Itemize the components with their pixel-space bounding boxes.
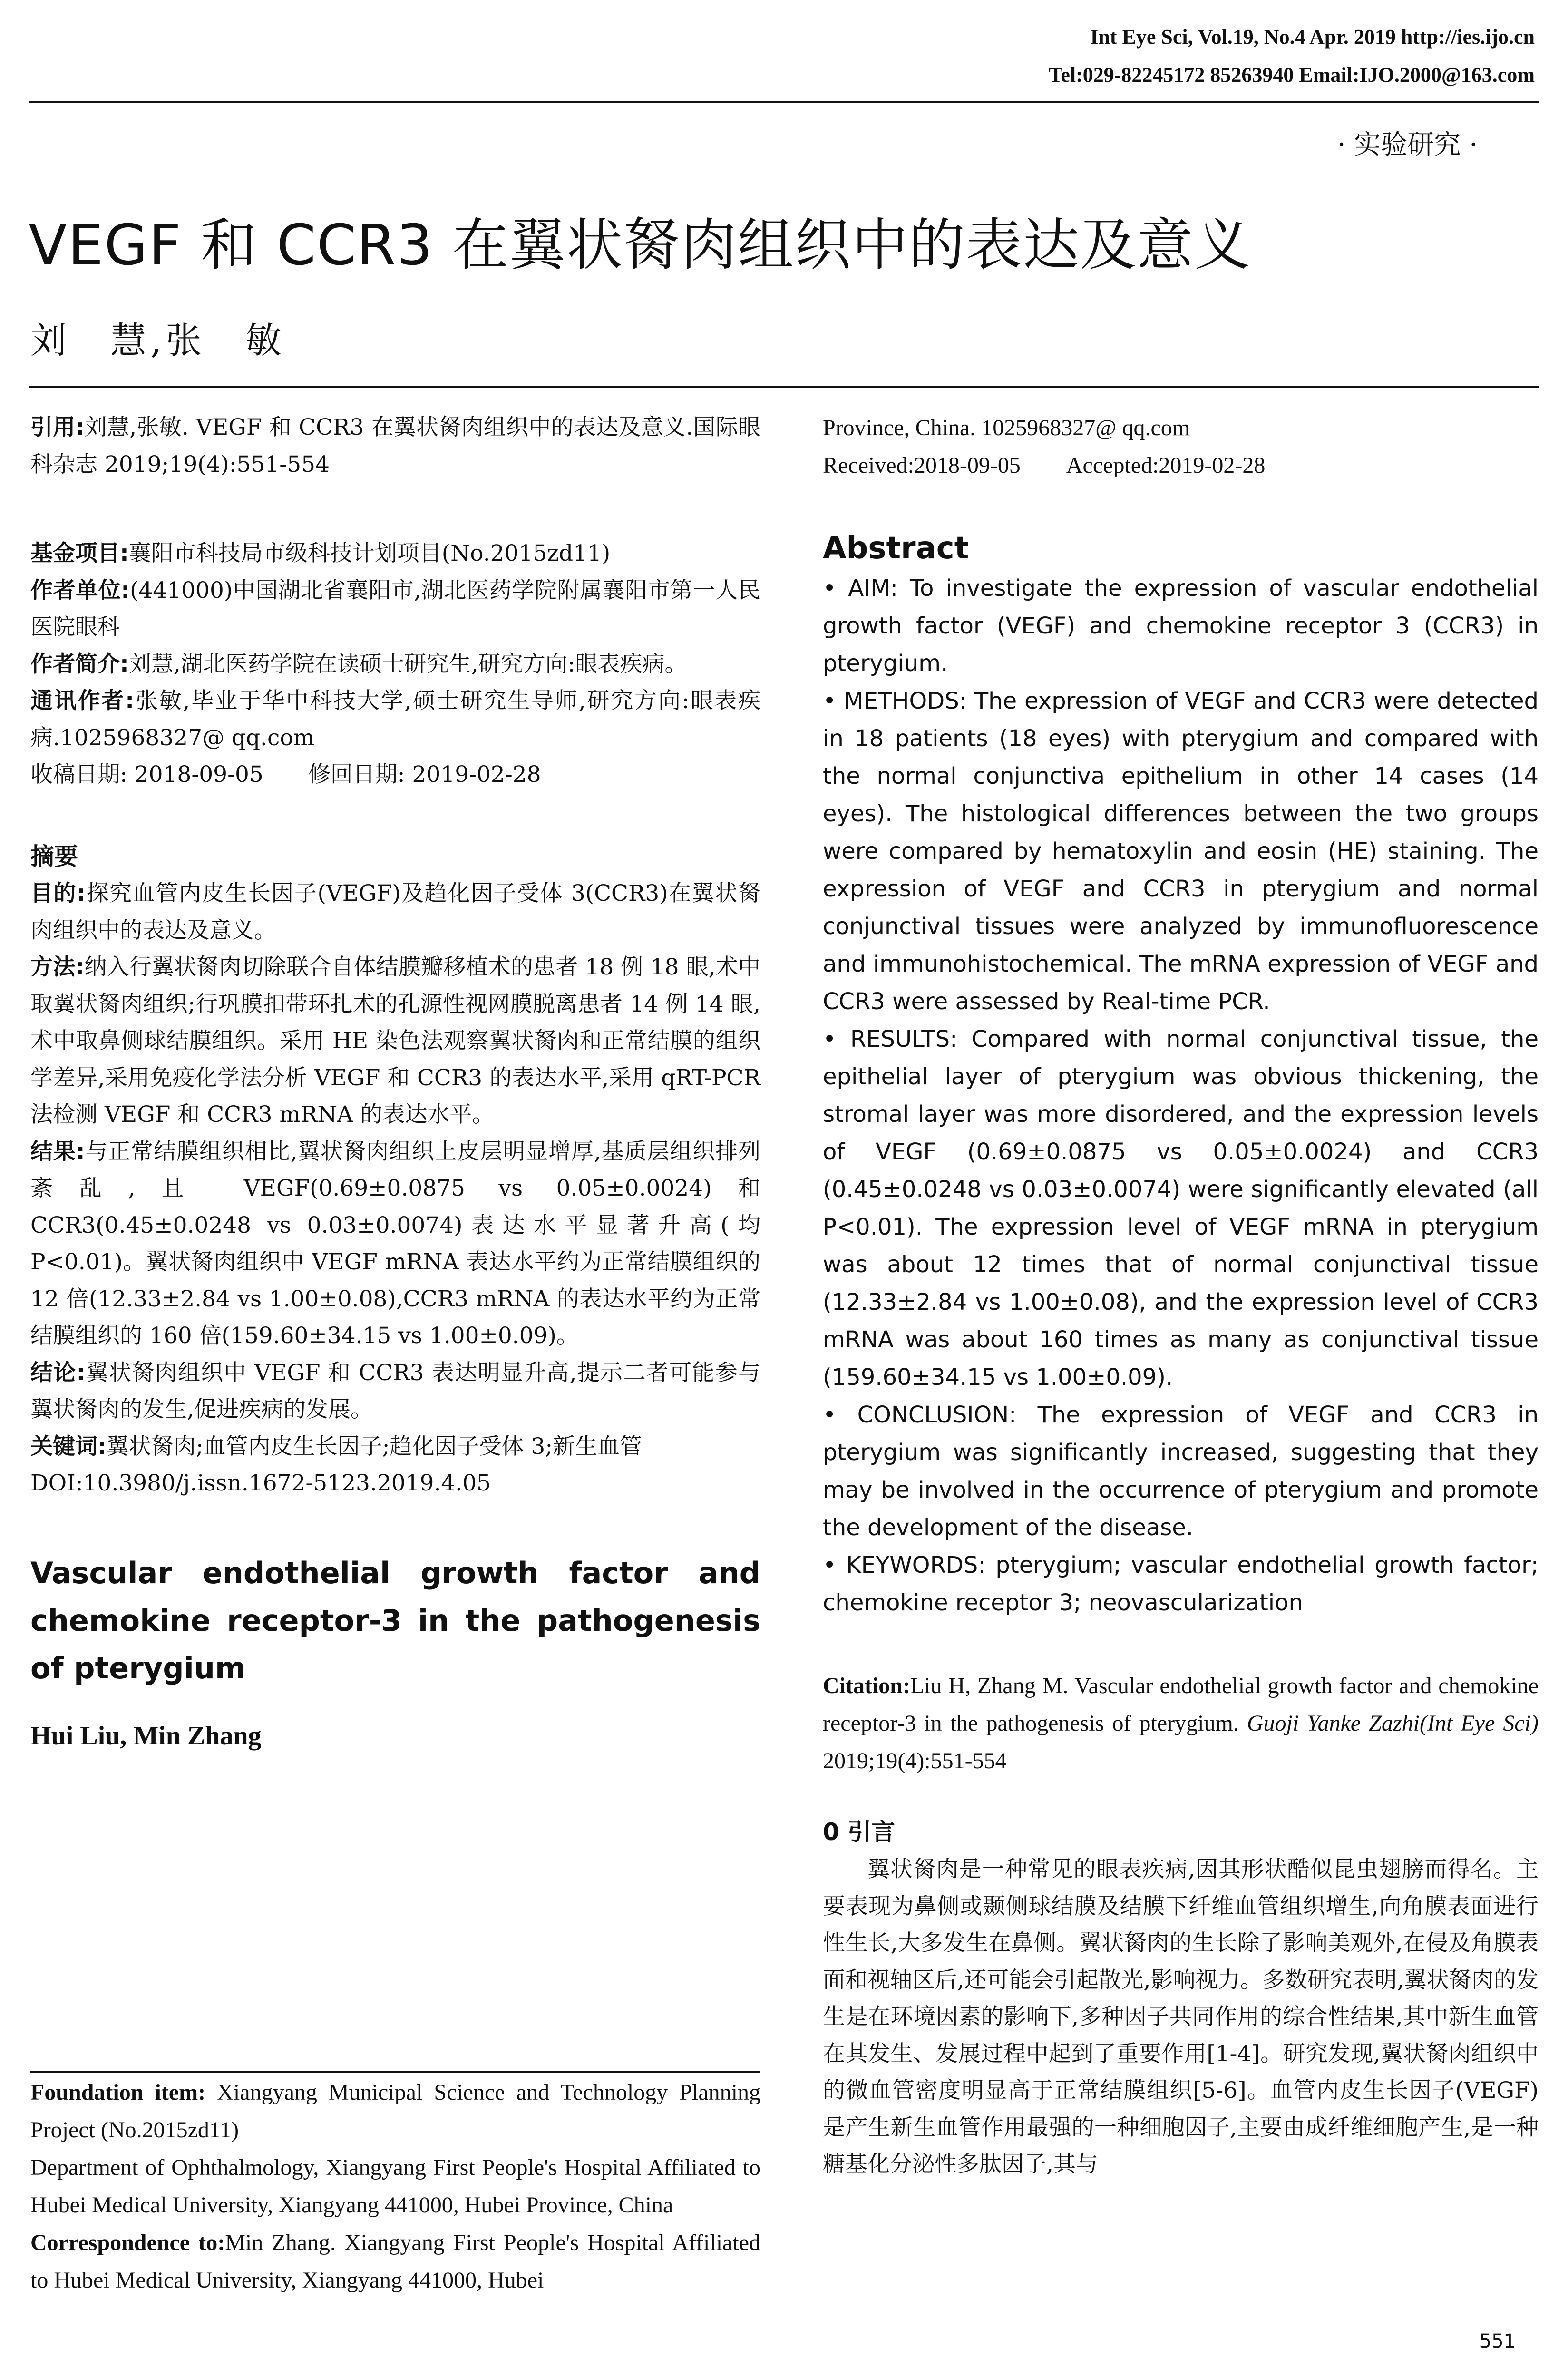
citation-en — [823, 1667, 1539, 1780]
english-authors-rule — [30, 2071, 760, 2073]
methods-cn-label: 方法: — [30, 954, 85, 980]
unit-item — [30, 572, 760, 646]
bio-item — [30, 646, 760, 683]
results-en — [823, 1021, 1539, 1396]
article-info-cn — [30, 535, 760, 793]
citation-en-journal: Guoji Yanke Zazhi(Int Eye Sci) — [1247, 1711, 1539, 1736]
introduction-heading: 0 引言 — [823, 1818, 896, 1846]
results-cn-label: 结果: — [30, 1138, 85, 1165]
corr-text: 张敏,毕业于华中科技大学,硕士研究生导师,研究方向:眼表疾病.1025968327@ qq.com — [30, 688, 760, 751]
keywords-en-text: pterygium; vascular endothelial growth factor; chemokine receptor 3; neovascularization — [823, 1552, 1539, 1616]
methods-en — [823, 682, 1539, 1021]
citation-cn — [30, 409, 760, 483]
received-dates: Received:2018-09-05 Accepted:2019-02-28 — [823, 453, 1266, 478]
foundation-text: Xiangyang Municipal Science and Technology Planning Project (No.2015zd11) — [30, 2080, 761, 2143]
conclusion-cn-text: 翼状胬肉组织中 VEGF 和 CCR3 表达明显升高,提示二者可能参与翼状胬肉的发生,促进疾病的发展。 — [30, 1359, 761, 1422]
keywords-en-label: • KEYWORDS: — [823, 1552, 986, 1578]
citation-en-text: Liu H, Zhang M. Vascular endothelial growth factor and chemokine receptor-3 in the pathogenesis of pterygium. — [823, 1673, 1539, 1736]
correspondence-cont-text: Province, China. 1025968327@ qq.com — [823, 415, 1190, 440]
fund-text: 襄阳市科技局市级科技计划项目(No.2015zd11) — [128, 540, 611, 566]
unit-label: 作者单位: — [30, 577, 130, 604]
keywords-cn-label: 关键词: — [30, 1433, 107, 1460]
citation-en-tail: 2019;19(4):551-554 — [823, 1748, 1007, 1773]
abstract-cn-heading: 摘要 — [30, 842, 78, 870]
methods-en-text: The expression of VEGF and CCR3 were detected in 18 patients (18 eyes) with pterygium and compared with the normal conjunctiva epithelium in other 14 cases (14 eyes). The histological differences between the two groups were compared by hematoxylin and eosin (HE) staining. The expression of VEGF and CCR3 in pterygium and normal conjunctival tissues were analyzed by immunofluorescence and immunohistochemical. The mRNA expression of VEGF and CCR3 were assessed by Real-time PCR. — [823, 688, 1539, 1015]
unit-text: (441000)中国湖北省襄阳市,湖北医药学院附属襄阳市第一人民医院眼科 — [30, 577, 760, 640]
article-authors: 刘 慧,张 敏 — [30, 319, 286, 361]
conclusion-en-text: The expression of VEGF and CCR3 in pterygium was significantly increased, suggesting that they may be involved in the occurrence of pterygium and promote the development of the disease. — [823, 1402, 1539, 1541]
correspondence-label: Correspondence to: — [30, 2230, 225, 2255]
dates-item: 收稿日期: 2018-09-05 修回日期: 2019-02-28 — [30, 761, 541, 788]
department-item: Department of Ophthalmology, Xiangyang First People's Hospital Affiliated to Hubei Medical University, Xiangyang 441000, Hubei Province, China — [30, 2155, 760, 2218]
correspondence-text: Min Zhang. Xiangyang First People's Hospital Affiliated to Hubei Medical University, Xiangyang 441000, Hubei — [30, 2230, 760, 2293]
bio-label: 作者简介: — [30, 651, 129, 677]
aim-cn-text: 探究血管内皮生长因子(VEGF)及趋化因子受体 3(CCR3)在翼状胬肉组织中的表达及意义。 — [30, 880, 760, 944]
journal-header-line: Int Eye Sci, Vol.19, No.4 Apr. 2019 http://ies.ijo.cn — [1090, 25, 1535, 49]
section-tag: · 实验研究 · — [1337, 129, 1478, 160]
correspondence-item — [30, 2224, 760, 2299]
title-rule — [29, 386, 1539, 388]
fund-label: 基金项目: — [30, 540, 129, 566]
keywords-cn-text: 翼状胬肉;血管内皮生长因子;趋化因子受体 3;新生血管 — [106, 1433, 643, 1460]
keywords-en — [823, 1547, 1539, 1622]
citation-en-label: Citation: — [823, 1673, 910, 1698]
english-affiliations — [30, 2074, 760, 2299]
article-title: VEGF 和 CCR3 在翼状胬肉组织中的表达及意义 — [29, 212, 1251, 278]
results-en-text: Compared with normal conjunctival tissue, the epithelial layer of pterygium was obvious thickening, the stromal layer was more disordered, and the expression levels of VEGF (0.69±0.0875 vs 0.05±0.0024) and CCR3 (0.45±0.0248 vs 0.03±0.0074) were significantly elevated (all P<0.01). The expression level of VEGF mRNA in pterygium was about 12 times that of normal conjunctival tissue (12.33±2.84 vs 1.00±0.08), and the expression level of CCR3 mRNA was about 160 times as many as conjunctival tissue (159.60±34.15 vs 1.00±0.09). — [823, 1026, 1539, 1391]
english-authors: Hui Liu, Min Zhang — [30, 1721, 262, 1751]
results-en-label: • RESULTS: — [823, 1026, 958, 1052]
methods-en-label: • METHODS: — [823, 688, 967, 714]
conclusion-en-label: • CONCLUSION: — [823, 1402, 1017, 1428]
methods-cn-text: 纳入行翼状胬肉切除联合自体结膜瓣移植术的患者 18 例 18 眼,术中取翼状胬肉组织;行巩膜扣带环扎术的孔源性视网膜脱离患者 14 例 14 眼,术中取鼻侧球结膜组织。采用 HE 染色法观察翼状胬肉和正常结膜的组织学差异,采用免疫化学法分析 VEGF 和 CCR3 的表达水平,采用 qRT-PCR 法检测 VEGF 和 CCR3 mRNA 的表达水平。 — [30, 954, 760, 1128]
aim-en-label: • AIM: — [823, 575, 898, 602]
results-cn — [30, 1133, 760, 1354]
results-cn-text: 与正常结膜组织相比,翼状胬肉组织上皮层明显增厚,基质层组织排列紊乱,且 VEGF(0.69±0.0875 vs 0.05±0.0024)和 CCR3(0.45±0.0248 vs 0.03±0.0074)表达水平显著升高(均 P<0.01)。翼状胬肉组织中 VEGF mRNA 表达水平约为正常结膜组织的 12 倍(12.33±2.84 vs 1.00±0.08),CCR3 mRNA 的表达水平约为正常结膜组织的 160 倍(159.60±34.15 vs 1.00±0.09)。 — [30, 1138, 760, 1349]
aim-en — [823, 570, 1539, 682]
page-number: 551 — [1479, 2330, 1516, 2352]
conclusion-en — [823, 1396, 1539, 1547]
keywords-cn — [30, 1428, 760, 1465]
introduction-text: 翼状胬肉是一种常见的眼表疾病,因其形状酷似昆虫翅膀而得名。主要表现为鼻侧或颞侧球结膜及结膜下纤维血管组织增生,向角膜表面进行性生长,大多发生在鼻侧。翼状胬肉的生长除了影响美观外,在侵及角膜表面和视轴区后,还可能会引起散光,影响视力。多数研究表明,翼状胬肉的发生是在环境因素的影响下,多种因子共同作用的综合性结果,其中新生血管在其发生、发展过程中起到了重要作用[1-4]。研究发现,翼状胬肉组织中的微血管密度明显高于正常结膜组织[5-6]。血管内皮生长因子(VEGF)是产生新生血管作用最强的一种细胞因子,主要由成纤维细胞产生,是一种糖基化分泌性多肽因子,其与 — [823, 1856, 1539, 2177]
aim-cn — [30, 875, 760, 949]
abstract-en — [823, 527, 1539, 1622]
aim-cn-label: 目的: — [30, 880, 86, 906]
bio-text: 刘慧,湖北医药学院在读硕士研究生,研究方向:眼表疾病。 — [128, 651, 687, 677]
foundation-label: Foundation item: — [30, 2080, 206, 2105]
citation-cn-text: 刘慧,张敏. VEGF 和 CCR3 在翼状胬肉组织中的表达及意义.国际眼科杂志 2019;19(4):551-554 — [30, 414, 761, 477]
conclusion-cn-label: 结论: — [30, 1359, 86, 1386]
header-rule — [29, 101, 1539, 103]
corr-item — [30, 682, 760, 756]
doi: DOI:10.3980/j.issn.1672-5123.2019.4.05 — [30, 1470, 491, 1496]
abstract-cn — [30, 838, 760, 1502]
conclusion-cn — [30, 1354, 760, 1428]
foundation-item — [30, 2074, 760, 2149]
right-column — [823, 409, 1539, 2183]
corr-label: 通讯作者: — [30, 688, 135, 714]
correspondence-continued — [823, 409, 1539, 484]
methods-cn — [30, 949, 760, 1133]
left-column — [30, 409, 760, 1751]
contact-header-line: Tel:029-82245172 85263940 Email:IJO.2000@163.com — [1049, 63, 1535, 87]
abstract-en-heading: Abstract — [823, 531, 969, 566]
english-title: Vascular endothelial growth factor and chemokine receptor-3 in the pathogenesis of pterygium — [30, 1555, 760, 1685]
aim-en-text: To investigate the expression of vascular endothelial growth factor (VEGF) and chemokine receptor 3 (CCR3) in pterygium. — [823, 575, 1539, 677]
citation-cn-label: 引用: — [30, 414, 85, 440]
fund-item — [30, 535, 760, 572]
